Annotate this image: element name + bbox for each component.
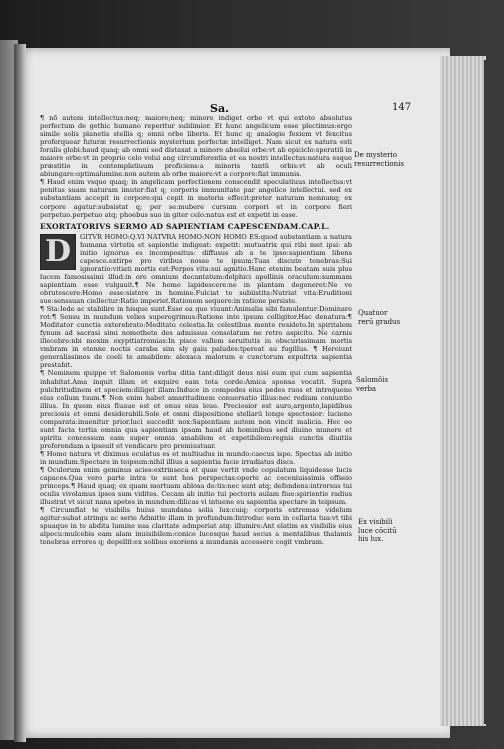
decorated-initial: D xyxy=(40,234,76,270)
chapter-body xyxy=(40,233,352,305)
paragraph: ¶ Circumflat te visibilis huius mundana solis lux:cuiq; corporis extremas videlum agitur:subat atringu ac serie Admitte illam in profundum:Introduc eam in cellaria tua:vt tibi spuaque in te abdita lumine sua claritate admperiat atq: illumire:Ant elatim ex visibilis eius alpecu:mulcebis eam alam inuisibilem:conice lucesque haud secus a mentalibus thalamis tenebras errores q; depellit:ex solibus exoriens a mundanis accessere cogit vmbram. xyxy=(40,506,352,547)
paragraph: ¶ nõ autem intellectus:neq; maiore;neq; minore indiget orbe vt qui extoto absolutus perfectum de gethic humano reperitur sublimior. Et hunc angelicum esse plectimus:ergo simile solis planetis stellis q; omni orbe liberis. Et hunc q; analogie fexiem vt fexcitus proferquear futuræ resurrectionis mysterium perfectæ intelliget. Nam sicut ex natura esti foralis globi:haud quaq; ab omni sed distaxat a minore absolui orbe:vt ab epiciclo:speratiū in maiore orbe:vt in proprio celo volui ang circumferentia et ea nostri intellectus:natura esque præstitio in contemplatiuum proficiens:a minoris tantū orbis:vt ab oculi abiungare:optimalumine.non autem ab orbe maiore:vt a corpore:fiat immunis. xyxy=(40,114,352,179)
signature-mark: Sa. xyxy=(210,102,229,115)
paragraph: ¶ Haud enim vsque quaq; in angelicam perfectionem conscendit speculatiuus intellectus:vt penitus suam naturam imuter:fiat q; corporis immunitate par angelico intellectui. sed ex substantiam accepit in corpore:qui cepit in materia effecit:preter naturam nonnunq; ex corpore agatur:subsistat q; per se:mubere cursum corpori et in corpore fieri perpetuo.perpetuo atq; phoebus suo in giter celo:natus est et expetit in esse. xyxy=(40,178,352,219)
margin-note: De mysterio resurrectionis xyxy=(354,151,404,168)
body-text xyxy=(40,114,352,546)
paragraph: ¶ Sta:Iede ac stabilire in hisque sunt.Esse ea que viuunt:Animalia sibi famulentur:Dominare rot:¶ Sensu in mundum velies superegrimus:Ratione inte ipsum colligitor.Hac denatura:¶ Moditator cunctis exterebrato:Meditato celestia.In celestibus mente resideto.In spiritalem fynum ad sacrasi simi nomothete des admissus consolatum ne retro aspicito. Ne carnis illecebre:nbi moxim exypttiatromias:In pisce vallem seruitutis in obscurissimam mortis vmbram in etenne noctis caraba sim sly gaiu paludes:tpereat au fugillus. ¶ Hereiunt generalissimes de coeli te amabilem: alexaca malorum e cunctorum expultrix sapientia prestabit. xyxy=(40,305,352,370)
paragraph: GITVR HOMO:Q.VI NATVRA HOMO:NON HOMO ES:quod substantiam a natura humana virtutis et sapientie indigeat: expetit: mutuatrix qui ribi met ipsi: ab initio ignorus es incompositus: diffusus ab a te ipso:sapientiam libens capesce.extirpe pro viribus nosse te ipsum:Tuas discute tenebras:Sui ignoratio:vitiati mortis est:Perpes vita:sui agnitio.Hanc etenim beatam suis plus lucem famosissimi illud:in ore omnium decantatum:delphici apollinis oraculum:summam sapientiam esse vulgauit.¶ Ne homo lapidescere:ne in plantam degeneret:Ne ve obrutescere:Homo esse:sistere in homine.Fulciat te subiistita:Nutriat vita:Eruditioni sue:senssuan ciellectur:Ratio imperiet.Rationem sequere:in ratione persiste. xyxy=(40,232,352,306)
book-gutter xyxy=(14,44,26,742)
paragraph: ¶ Neminem quippe vt Salomonis verba ditia tant:diligit deus nisi eum qui cum sapientia inhabitat.Ama inquit illam et exquire eam tota corde:Amica sponsa vocatit. Supra pulchritudinem et speciem:diliget illam:Induce in compedes eius pedes ruos et introquene eius collum tuum.¶ Non enim habet amaritudinem conuersatio illius:nec redium coniuntio illius. In quem eius fluaue est et onus eius leue. Preciosior est auro,argento,lapidibus preciosis et omni desiderabili.Sole et omni dispositione stellarū longe spectosior: lucieno comparata:inuenitur prior.luci succedit nox:Sapientiam autem non vincit malicia. Hec eo sunt facta tertia omnia qua sapientiam ipsam haud ab hominibus sed diuino munere et spiritu concessum eam super omnia amabilem et expetibilem:regnis cunctis diuitiis preferendam a ipseuit et vendicare pro premiustuar. xyxy=(40,369,352,450)
margin-note: Ex visibili luce cōcitū his lux. xyxy=(358,518,397,543)
margin-note: Quatuor rerū gradus xyxy=(358,309,401,326)
paragraph: ¶ Homo natura vt diximus oculatus es et multiudus in mundo:caecus ispo. Spectas ab initio in mundum.Spectare in teipsum:nihil illius a sapientia facie irradiatus discs. xyxy=(40,449,352,466)
folio-number: 147 xyxy=(392,102,412,113)
margin-note: Salomōis verba xyxy=(356,376,389,393)
page-edges xyxy=(440,56,486,726)
paragraph: ¶ Oculorum enim geminus acies:extrinseca et quae vertit vnde copulatum liquidesse lucis capaces.Qua vero parte intra te sunt hos perspectas:operte ac ceceniuissimis offseio princeps.¶ Haud quaq; ex quam mortuam ablosa de:tis:nec sunt atq; defendens:introrsus tui oculis vivolamus ipsos sum vidites. Cecam ab initio tui pectoris aulam fiue:spirientie radius illustrat vt sicut nana spetes in mundum:dilicas vi intuene eu sapientia spectare in teipsum. xyxy=(40,466,352,507)
page-edge-shadow xyxy=(484,60,492,724)
chapter-heading: EXORTATORIVS SERMO AD SAPIENTIAM CAPESCENDAM.CAP.L. xyxy=(40,221,330,231)
